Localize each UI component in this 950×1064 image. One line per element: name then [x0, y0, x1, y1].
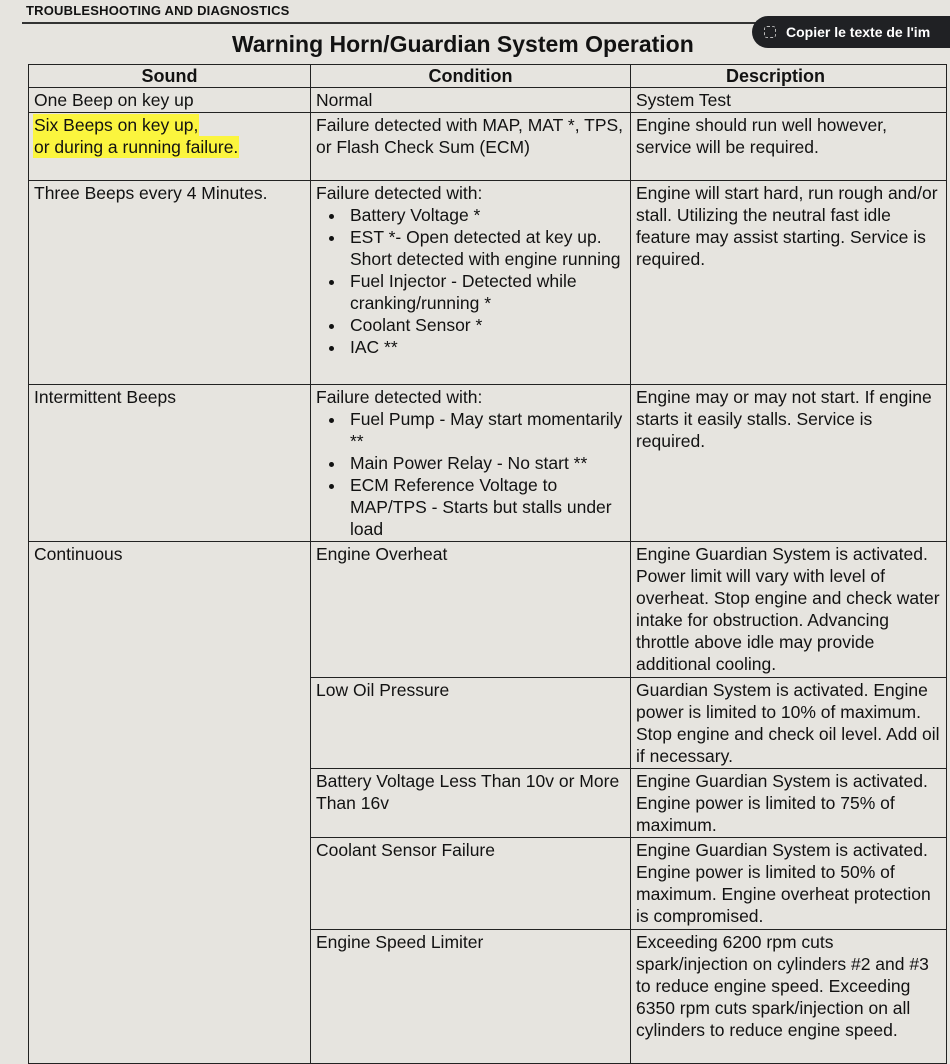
- table-row: [29, 678, 947, 769]
- description-cell: Engine Guardian System is activated. Engine power is limited to 50% of maximum. Engine overheat protection is compromised.: [631, 838, 947, 930]
- condition-cell: Engine Speed Limiter: [311, 930, 631, 1064]
- description-cell: Engine should run well however, service will be required.: [631, 113, 947, 181]
- table-row: [29, 930, 947, 1064]
- condition-cell: Coolant Sensor Failure: [311, 838, 631, 930]
- table-row: [29, 542, 947, 678]
- list-item: • Main Power Relay - No start **: [346, 452, 626, 474]
- page-title: Warning Horn/Guardian System Operation: [232, 31, 694, 57]
- sound-cell: [29, 113, 311, 181]
- description-cell: Exceeding 6200 rpm cuts spark/injection on cylinders #2 and #3 to reduce engine speed. Exceeding 6350 rpm cuts spark/injection on all cylinders to reduce engine speed.: [631, 930, 947, 1064]
- condition-cell: [311, 385, 631, 542]
- table-row: [29, 769, 947, 838]
- table-row: [29, 181, 947, 385]
- list-item: • Fuel Injector - Detected while cranking/running *: [346, 270, 626, 314]
- condition-cell: Battery Voltage Less Than 10v or More Than 16v: [311, 769, 631, 838]
- condition-cell: Low Oil Pressure: [311, 678, 631, 769]
- warning-horn-table: [28, 64, 947, 1064]
- condition-list: [316, 408, 626, 540]
- sound-cell: Three Beeps every 4 Minutes.: [29, 181, 311, 385]
- condition-cell: Engine Overheat: [311, 542, 631, 678]
- description-cell: Engine will start hard, run rough and/or stall. Utilizing the neutral fast idle feature may assist starting. Service is required.: [631, 181, 947, 385]
- description-cell: Engine Guardian System is activated. Power limit will vary with level of overheat. Stop engine and check water intake for obstruction. Advancing throttle above idle may provide additional cooling.: [631, 542, 947, 678]
- list-item: • Battery Voltage *: [346, 204, 626, 226]
- description-cell: System Test: [631, 88, 947, 113]
- condition-cell: [311, 181, 631, 385]
- list-item: • Fuel Pump - May start momentarily **: [346, 408, 626, 452]
- condition-list: [316, 204, 626, 358]
- sound-cell: Continuous: [29, 542, 311, 678]
- highlighted-text: Six Beeps on key up,: [34, 115, 199, 135]
- sound-cell-continued: [29, 930, 311, 1064]
- table-row: [29, 385, 947, 542]
- list-item: • ECM Reference Voltage to MAP/TPS - Starts but stalls under load: [346, 474, 626, 540]
- list-item: • EST *- Open detected at key up. Short detected with engine running: [346, 226, 626, 270]
- header-sound: Sound: [29, 65, 311, 88]
- list-item: • Coolant Sensor *: [346, 314, 626, 336]
- description-cell: Engine Guardian System is activated. Engine power is limited to 75% of maximum.: [631, 769, 947, 838]
- sound-cell-continued: [29, 769, 311, 838]
- condition-heading: Failure detected with:: [316, 183, 483, 203]
- sound-cell: Intermittent Beeps: [29, 385, 311, 542]
- table-row: [29, 113, 947, 181]
- header-description: Description: [631, 65, 947, 88]
- list-item: • IAC **: [346, 336, 626, 358]
- sound-cell: One Beep on key up: [29, 88, 311, 113]
- scan-text-icon: [764, 26, 776, 38]
- section-header: TROUBLESHOOTING AND DIAGNOSTICS: [26, 3, 290, 18]
- table-row: [29, 88, 947, 113]
- condition-cell: Failure detected with MAP, MAT *, TPS, or Flash Check Sum (ECM): [311, 113, 631, 181]
- highlighted-text: or during a running failure.: [34, 137, 239, 157]
- header-condition: Condition: [311, 65, 631, 88]
- sound-cell-continued: [29, 678, 311, 769]
- condition-heading: Failure detected with:: [316, 387, 483, 407]
- description-cell: Engine may or may not start. If engine starts it easily stalls. Service is required.: [631, 385, 947, 542]
- copy-text-label: Copier le texte de l'im: [786, 24, 931, 40]
- table-row: [29, 838, 947, 930]
- description-cell: Guardian System is activated. Engine power is limited to 10% of maximum. Stop engine and check oil level. Add oil if necessary.: [631, 678, 947, 769]
- sound-cell-continued: [29, 838, 311, 930]
- condition-cell: Normal: [311, 88, 631, 113]
- copy-text-button[interactable]: [752, 16, 950, 48]
- table-header-row: [29, 65, 947, 88]
